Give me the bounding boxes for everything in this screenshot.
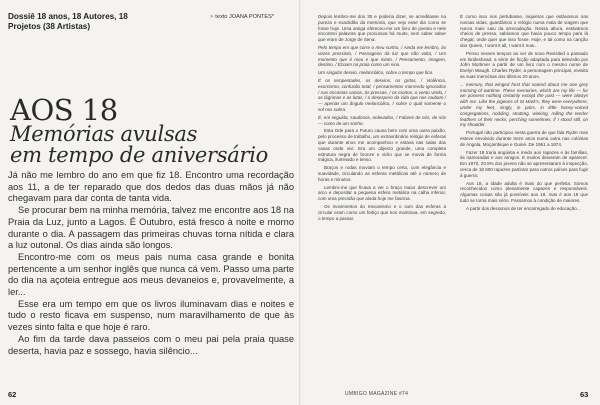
magazine-footer: UMBIGO MAGAZINE #74 — [345, 391, 409, 397]
paragraph: Depois lembro-me dos 30 e poderia dizer, se acreditasse na pureza e exactidão da memória, que vejo esse dia como se fosse hoje. Uma amiga ofereceu-me um livro de poesia e nele encontrei palavras que procurava há muito, sem saber saber que eram de Jorge de Sena: — [318, 14, 446, 43]
article-headline — [10, 93, 295, 167]
headline-subtitle-1: Memórias avulsas — [10, 122, 198, 146]
right-column-1 — [318, 14, 446, 223]
paragraph: Já não me lembro do ano em que fiz 18. Encontro uma recordação aos 11, a de ter reparado que dos dedos das duas mãos já não chegavam para dar conta de tanta vida. — [8, 170, 294, 204]
left-page — [0, 0, 299, 405]
page-number-left: 62 — [8, 390, 17, 399]
page-number-right: 63 — [580, 390, 589, 399]
paragraph: Aos 18, a idade adulta é mais do que perfeita. Somos reconhecidos como plenamente capazes e responsáveis. Algumas coisas são já possíveis aos 18, mas é aos 18 que tudo se torna mais sério. Passamos à condição de maiores. — [460, 180, 588, 203]
paragraph: Esta Ode para o Futuro causa bem com uma outra paixão, pelo processo de trabalho, um extraordinário relógio de esferas que durante anos me acompanhou e estava nas salas das casas onde vivi. Era um objecto grande, uma completa estrutura negra de bronze e vidro que se movia de forma mágica, iluminado e tenso. — [318, 128, 446, 163]
left-body-text — [8, 170, 294, 357]
paragraph: Fazer 18 traria angústia e medo aos rapazes e às famílias, às namoradas e aos amigos. E muitos deixaram de aparecer. Em 1970, 20.5% dos jovens não se apresentaram à inspecção, cerca de 18 600 rapazes partiram para outros países para fugir à guerra. — [460, 149, 588, 178]
paragraph: Ao fim da tarde dava passeios com o meu pai pela praia quase deserta, havia paz e sossego, havia silêncio... — [8, 333, 294, 356]
headline-title: AOS 18 — [10, 93, 118, 127]
paragraph: A partir dos dessonos de ter encarregado de educação... — [466, 205, 581, 211]
dossier-heading: Dossiê 18 anos, 18 Autores, 18 Projetos (38 Artistas) — [8, 12, 128, 31]
paragraph: Portugal não participou nesta guerra de que fala Ryder mas esteve envolvido durante treze anos numa outra nas colónias de Angola, Moçambique e Guiné. De 1961 a 1974. — [460, 130, 588, 147]
headline-subtitle-2: em tempo de aniversário — [10, 143, 268, 167]
poem-excerpt: Pelo tempo em que corre o meu sonho, / Ainda me lembro, às vezes pressinto, / Passageiro da luz que não volta, / Um momento que é meu e que minto. / Pensamento, imagem, destino, / Ecoam na praia como um sino. — [318, 44, 446, 68]
poem-excerpt: É, em seguida, saudosos, enlevados, / Falares de nós, de nós — como de um sonho. — [318, 114, 446, 126]
paragraph: Braços e rodas moviam o tempo certo, com elegância e suavidade, circulando as esferas metálicas até o número de horas e minutos. — [318, 165, 446, 182]
poem-excerpt: Um singular desvio, melancólico, sobre o tempo que fica. — [318, 70, 434, 76]
paragraph: É como isso nos pertubasse, inquietos que estávamos nas nossas vidas, guardámos o relógio numa mala de viagem que nunca mais saiu da arrecadação. Nessa altura, estávamos cheios de pressa, sabíamos que havia pouco tempo para lá chegar, onde quer que isso fosse. Hoje, e tal como na canção dos Queen, I wont it all, I want it now... — [460, 14, 588, 48]
byline — [210, 14, 274, 20]
paragraph: Encontro-me com os meus pais numa casa grande e bonita pertencente a um senhor inglês que nunca cá vem. Passo uma parte do dia na açoteia entregue aos meus devaneios e, provavelmente, a ler... — [8, 251, 294, 298]
paragraph: Os movimentos do mecanismo e o som das esferas a circular eram como um feitiço que nos mostrava, em segredo, o tempo a passar. — [318, 203, 446, 221]
byline-text: texto JOANA PONTES* — [215, 14, 275, 20]
byline-arrow-icon: > — [210, 14, 214, 20]
paragraph: Penso nesses tempos ao ver de novo Revisited o passado em Brideshead, a série de ficção adaptada para televisão por John Mortimer a partir de um livro com o mesmo nome de Evelyn Waugh. Charles Ryder, a personagem principal, revisita as suas memórias dos últimos 20 anos. — [460, 50, 588, 79]
paragraph: Se procurar bem na minha memória, talvez me encontre aos 18 na Praia da Luz, junto a Lagos. É Outubro, está fresco à noite e morno durante o dia. A passagem das primeiras chuvas torna nítida e clara a luz outonal. Os dias ainda são longos. — [8, 205, 294, 251]
paragraph: Esse era um tempo em que os livros iluminavam dias e noites e tudo o resto ficava em suspenso, num maravilhamento de que às vezes sinto falta e que hoje é raro. — [8, 298, 294, 333]
paragraph: Lembro-me que ficava a ver o braço maior descrever um arco e depositar a pequena esfera metálica na calha inferior, com uma precisão que ainda hoje me fascina. — [318, 184, 446, 202]
right-column-2 — [460, 14, 588, 214]
quote-excerpt: ... memory, that winged host that soared about me one grey morning of wartime. These memories, which are my life — for we possess nothing certainly except the past — were always with me. Like the pigeons of St Mark's, they were everywhere, under my feet, singly, in pairs, in little honey-voiced congregations, nodding, strutting, winking, rolling the tender feathers of their necks, perching sometimes, if I stood still, on my shoulder. — [460, 81, 588, 128]
poem-excerpt: É os tempestades, os desvios, os gritos, / Violência, exorcismo, confusão total; / pensamentos morrendo ignorados / nas encostas vazias, às pressas, / os mortos, o vento vindo, / as lágrimas e as lutas, / o desespero da vida que nos roubam / — apenas um ângulo melancólico, / sobre o qual somente o sol nos sobra. — [318, 77, 446, 112]
